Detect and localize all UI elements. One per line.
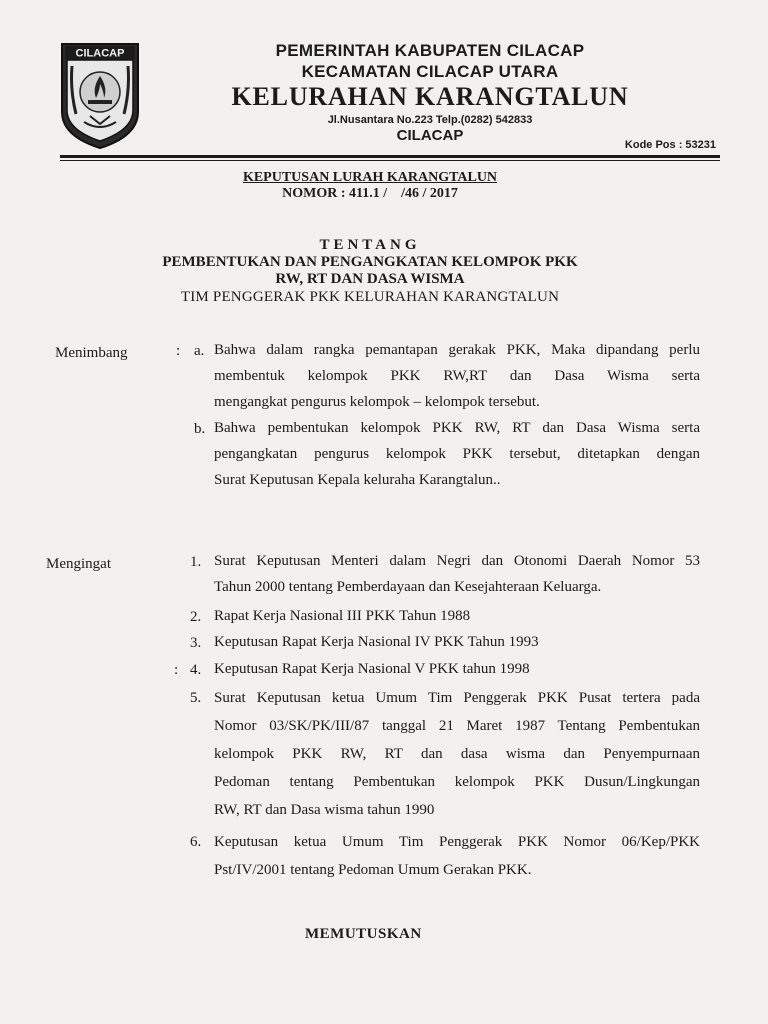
text-line: Surat Keputusan ketua Umum Tim Penggerak PKK Pusat tertera pada [214,690,700,706]
letterhead-address: Jl.Nusantara No.223 Telp.(0282) 542833 [327,114,533,126]
text-line: Keputusan ketua Umum Tim Penggerak PKK Nomor 06/Kep/PKK [214,834,700,850]
mengingat-item-4 [214,656,700,682]
text-line: Bahwa pembentukan kelompok PKK RW, RT dan Dasa Wisma serta [214,420,700,436]
text-line: Surat Keputusan Kepala keluraha Karangtalun.. [214,472,501,488]
text-line: Rapat Kerja Nasional III PKK Tahun 1988 [214,608,471,624]
subject-heading: TENTANG [319,237,421,253]
text-line: Nomor 03/SK/PK/III/87 tanggal 21 Maret 1987 Tentang Pembentukan [214,718,700,734]
mengingat-marker-4: 4. [190,662,202,678]
letterhead [150,40,710,145]
mengingat-marker-5: 5. [190,690,202,706]
menimbang-colon: : [176,343,181,359]
memutuskan-heading: MEMUTUSKAN [305,926,422,942]
text-line: kelompok PKK RW, RT dan dasa wisma dan Penyempurnaan [214,746,700,762]
letterhead-government: PEMERINTAH KABUPATEN CILACAP [275,41,585,60]
text-line: Bahwa dalam rangka pemantapan gerakak PKK, Maka dipandang perlu [214,342,700,358]
subject-line-1: PEMBENTUKAN DAN PENGANGKATAN KELOMPOK PKK [162,254,578,270]
text-line: Pst/IV/2001 tentang Pedoman Umum Gerakan PKK. [214,862,532,878]
mengingat-item-1 [214,548,700,600]
mengingat-item-2 [214,603,700,629]
mengingat-marker-6: 6. [190,834,202,850]
logo-lettering: CILACAP [75,47,125,60]
text-line: RW, RT dan Dasa wisma tahun 1990 [214,802,435,818]
letterhead-rule-thick [60,155,720,158]
text-line: Keputusan Rapat Kerja Nasional IV PKK Tahun 1993 [214,634,539,650]
cilacap-emblem-logo [58,40,142,150]
mengingat-item-6 [214,828,700,884]
menimbang-item-b [214,415,700,493]
text-line: Tahun 2000 tentang Pemberdayaan dan Kesejahteraan Keluarga. [214,579,602,595]
menimbang-marker-b: b. [194,421,206,437]
mengingat-colon: : [174,662,179,678]
decree-header [150,170,590,202]
mengingat-item-3 [214,629,700,655]
text-line: Keputusan Rapat Kerja Nasional V PKK tahun 1998 [214,661,530,677]
text-line: membentuk kelompok PKK RW,RT dan Dasa Wisma serta [214,368,700,384]
subject-line-2: RW, RT DAN DASA WISMA [275,271,465,287]
mengingat-label: Mengingat [46,556,111,572]
text-line: Surat Keputusan Menteri dalam Negri dan Otonomi Daerah Nomor 53 [214,553,700,569]
subject-line-3: TIM PENGGERAK PKK KELURAHAN KARANGTALUN [180,289,560,305]
mengingat-item-5 [214,684,700,824]
decree-number: NOMOR : 411.1 / /46 / 2017 [282,186,458,201]
decree-title: KEPUTUSAN LURAH KARANGTALUN [242,170,498,185]
letterhead-city: CILACAP [396,127,464,144]
text-line: mengangkat pengurus kelompok – kelompok tersebut. [214,394,540,410]
letterhead-rule-thin [60,160,720,161]
subject-block [100,236,640,306]
text-line: Pedoman tentang Pembentukan kelompok PKK Dusun/Lingkungan [214,774,700,790]
postal-code: Kode Pos : 53231 [624,139,716,151]
mengingat-marker-3: 3. [190,635,202,651]
mengingat-marker-2: 2. [190,609,202,625]
text-line: pengangkatan pengurus kelompok PKK tersebut, ditetapkan dengan [214,446,700,462]
mengingat-marker-1: 1. [190,554,202,570]
letterhead-village: KELURAHAN KARANGTALUN [231,82,629,111]
menimbang-label: Menimbang [55,345,128,361]
letterhead-district: KECAMATAN CILACAP UTARA [301,62,559,81]
menimbang-marker-a: a. [194,343,205,359]
menimbang-item-a [214,337,700,415]
